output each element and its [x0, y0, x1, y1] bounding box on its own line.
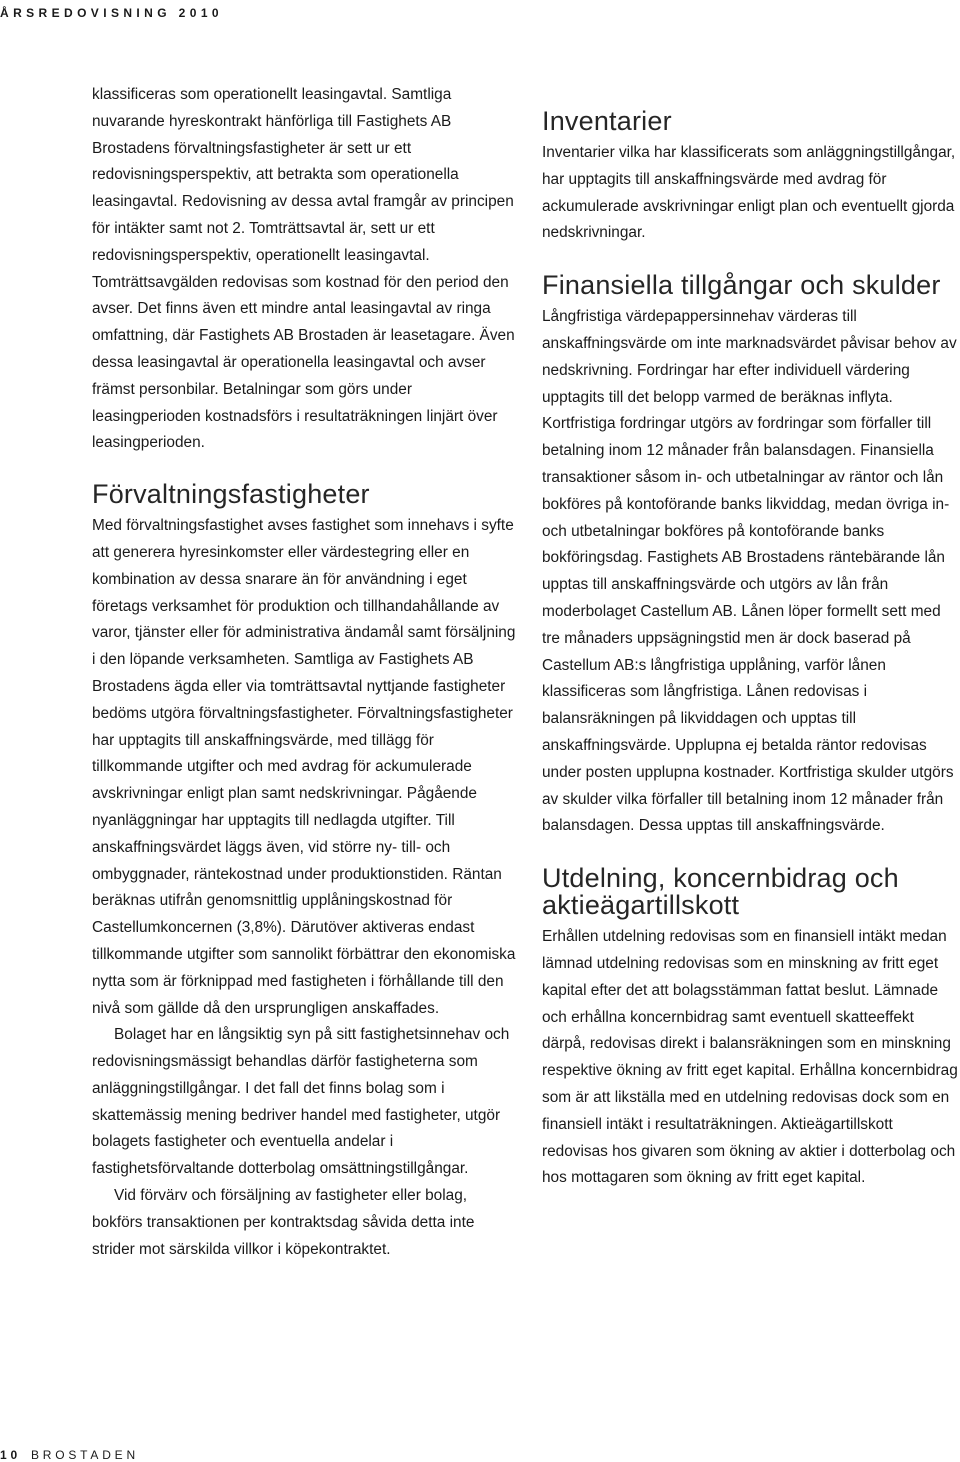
section-heading-forvaltningsfastigheter: Förvaltningsfastigheter: [92, 479, 370, 510]
paragraph-fastighetsinnehav: Bolaget har en långsiktig syn på sitt fastighetsinnehav och redovisningsmässigt behandlas därför fastigheterna som anläggningstillgångar. I det fall det finns bolag som i skattemässig mening bedriver handel med fastigheter, utgör bolagets fastigheter och eventuella andelar i fastighetsförvaltande dotterbolag omsättningstillgångar.: [92, 1026, 510, 1178]
left-column: [92, 82, 516, 1263]
section-heading-finansiella-tillgangar: Finansiella tillgångar och skulder: [542, 270, 941, 301]
paragraph-utdelning: Erhållen utdelning redovisas som en finansiell intäkt medan lämnad utdelning redovisas som en minskning av fritt eget kapital efter det att bolagsstämman fattat beslut. Lämnade och erhållna koncernbidrag samt eventuell skatteeffekt därpå, redovisas direkt i balansräkningen som en minskning respektive ökning av fritt eget kapital. Erhållna koncernbidrag som är att likställa med en utdelning redovisas dock som en finansiell intäkt i resultaträkningen. Aktieägartillskott redovisas hos givaren som ökning av aktier i dotterbolag och hos mottagaren som ökning av fritt eget kapital.: [542, 928, 958, 1187]
page-number: 10: [0, 1448, 21, 1462]
paragraph-forvaltningsfastighet-definition: Med förvaltningsfastighet avses fastighet som innehavs i syfte att generera hyresinkomster eller värdestegring eller en kombination av dessa snarare än för användning i eget företags verksamhet för produktion och tillhandahållande av varor, tjänster eller för administrativa ändamål samt försäljning i den löpande verksamheten. Samtliga av Fastighets AB Brostadens ägda eller via tomträttsavtal nyttjande fastigheter bedöms utgöra förvaltningsfastigheter. Förvaltningsfastigheter har upptagits till anskaffningsvärde, med tillägg för tillkommande utgifter och med avdrag för ackumulerade avskrivningar enligt plan samt nedskrivningar. Pågående nyanläggningar har upptagits till nedlagda utgifter. Till anskaffningsvärdet läggs även, vid större ny- till- och ombyggnader, räntekostnad under produktionstiden. Räntan beräknas utifrån genomsnittlig upplåningskostnad för Castellumkoncernen (3,8%). Därutöver aktiveras endast tillkommande utgifter som sannolikt förbättrar den ekonomiska nytta som är förknippad med fastigheten i förhållande till den nivå som gällde då den ursprungligen anskaffades.: [92, 517, 516, 1017]
paragraph-inventarier: Inventarier vilka har klassificerats som anläggningstillgångar, har upptagits till anskaffningsvärde med avdrag för ackumulerade avskrivningar enligt plan och eventuellt gjorda nedskrivningar.: [542, 144, 956, 242]
page-footer: [0, 1449, 139, 1462]
section-heading-inventarier: Inventarier: [542, 106, 672, 136]
paragraph-finansiella-tillgangar: Långfristiga värdepappersinnehav värderas till anskaffningsvärde om inte marknadsvärdet påvisar behov av nedskrivning. Fordringar har efter individuell värdering upptagits till det belopp varmed de beräknas inflyta. Kortfristiga fordringar utgörs av fordringar som förfaller till betalning inom 12 månader från balansdagen. Finansiella transaktioner såsom in- och utbetalningar av räntor och lån bokföres på kontoförande banks likviddag, medan övriga in- och utbetalningar bokföres på kontoförande banks bokföringsdag. Fastighets AB Brostadens räntebärande lån upptas till anskaffningsvärde och utgörs av lån från moderbolaget Castellum AB. Lånen löper formellt sett med tre månaders uppsägningstid men är dock baserad på Castellum AB:s långfristiga upplåning, varför lånen klassificeras som långfristiga. Lånen redovisas i balansräkningen på likviddagen och upptas till anskaffningsvärde. Upplupna ej betalda räntor redovisas under posten upplupna kostnader. Kortfristiga skulder utgörs av skulder vilka förfaller till betalning inom 12 månader från balansdagen. Dessa upptas till anskaffningsvärde.: [542, 308, 957, 835]
intro-paragraph: klassificeras som operationellt leasingavtal. Samtliga nuvarande hyreskontrakt hänförliga till Fastighets AB Brostadens förvaltningsfastigheter är sett ur ett redovisningsperspektiv, att betrakta som operationella leasingavtal. Redovisning av dessa avtal framgår av principen för intäkter samt not 2. Tomträttsavtal är, sett ur ett redovisningsperspektiv, operationellt leasingavtal. Tomträttsavgälden redovisas som kostnad för den period den avser. Det finns även ett mindre antal leasingavtal av ringa omfattning, där Fastighets AB Brostaden är leasetagare. Även dessa leasingavtal är operationella leasingavtal och avser främst personbilar. Betalningar som görs under leasingperioden kostnadsförs i resultaträkningen linjärt över leasingperioden.: [92, 86, 515, 452]
section-heading-utdelning: Utdelning, koncernbidrag och aktieägartillskott: [542, 863, 899, 921]
running-header: ÅRSREDOVISNING 2010: [0, 6, 223, 20]
paragraph-forvarv-forsaljning: Vid förvärv och försäljning av fastigheter eller bolag, bokförs transaktionen per kontraktsdag såvida detta inte strider mot särskilda villkor i köpekontraktet.: [92, 1187, 475, 1258]
footer-company-name: BROSTADEN: [30, 1448, 139, 1462]
right-column: [542, 82, 960, 1192]
